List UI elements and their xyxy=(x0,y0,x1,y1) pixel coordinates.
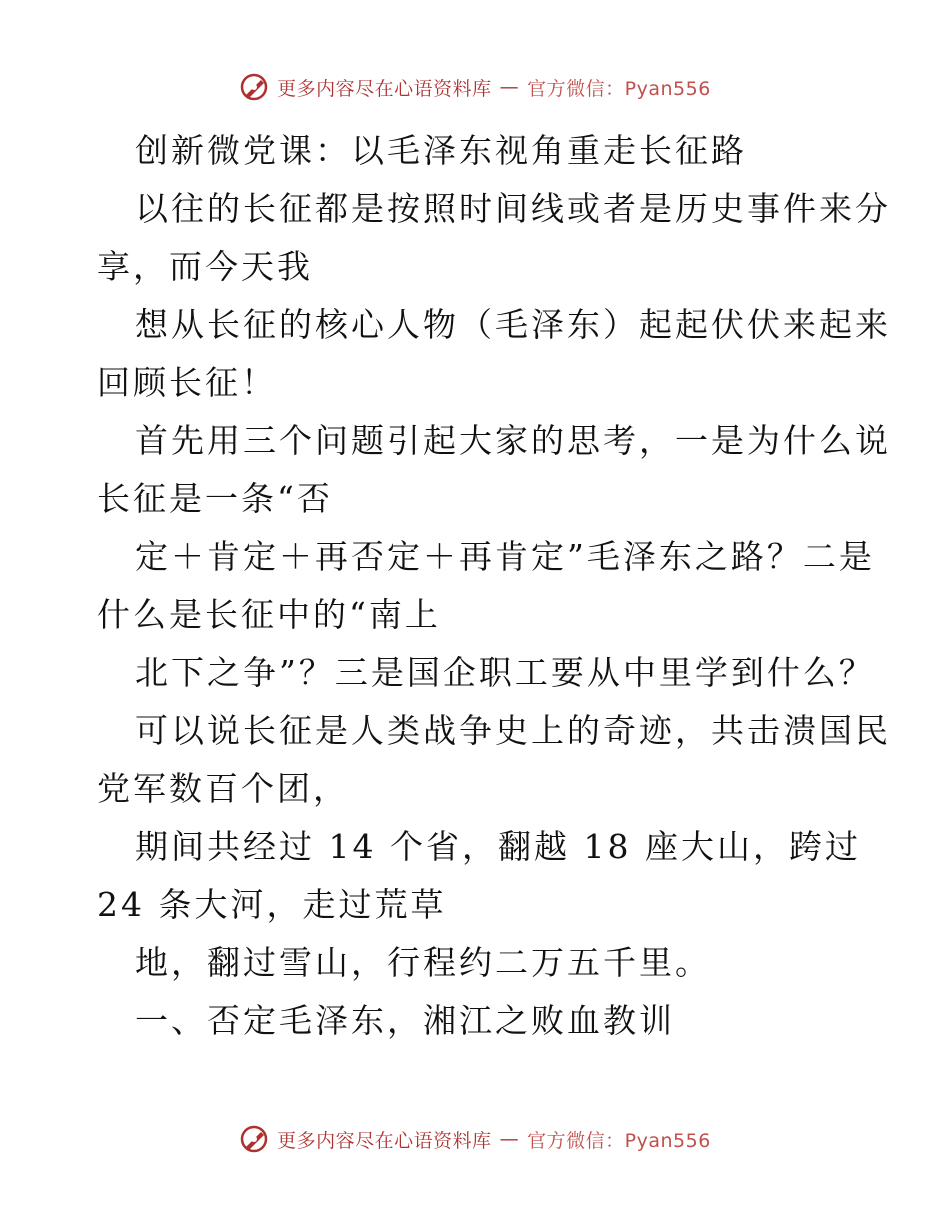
paragraph-line: 长征是一条“否 xyxy=(97,479,333,518)
paragraph-line: 回顾长征！ xyxy=(97,363,277,402)
watermark-text: 更多内容尽在心语资料库 xyxy=(277,77,492,100)
watermark-dash: — xyxy=(499,76,520,98)
paragraph-line: 什么是长征中的“南上 xyxy=(97,595,441,634)
document-title: 创新微党课：以毛泽东视角重走长征路 xyxy=(135,131,747,170)
paragraph-line: 24 条大河，走过荒草 xyxy=(97,885,447,924)
watermark-wechat: 官方微信：Pyan556 xyxy=(527,1129,711,1152)
pen-logo-icon xyxy=(239,72,269,102)
watermark-header xyxy=(0,72,950,102)
watermark-footer xyxy=(0,1124,950,1154)
watermark-dash: — xyxy=(499,1128,520,1150)
watermark-wechat: 官方微信：Pyan556 xyxy=(527,77,711,100)
section-heading: 一、否定毛泽东，湘江之败血教训 xyxy=(135,1001,675,1040)
paragraph-line: 定＋肯定＋再否定＋再肯定”毛泽东之路？二是 xyxy=(135,537,875,576)
paragraph-line: 以往的长征都是按照时间线或者是历史事件来分 xyxy=(135,189,891,228)
paragraph-line: 首先用三个问题引起大家的思考，一是为什么说 xyxy=(135,421,891,460)
document-body xyxy=(97,122,891,1050)
paragraph-line: 北下之争”？三是国企职工要从中里学到什么？ xyxy=(135,653,875,692)
paragraph-line: 期间共经过 14 个省，翻越 18 座大山，跨过 xyxy=(135,827,861,866)
paragraph-line: 享，而今天我 xyxy=(97,247,313,286)
paragraph-line: 想从长征的核心人物（毛泽东）起起伏伏来起来 xyxy=(135,305,891,344)
paragraph-line: 可以说长征是人类战争史上的奇迹，共击溃国民 xyxy=(135,711,891,750)
pen-logo-icon xyxy=(239,1124,269,1154)
paragraph-line: 地，翻过雪山，行程约二万五千里。 xyxy=(135,943,711,982)
watermark-text: 更多内容尽在心语资料库 xyxy=(277,1129,492,1152)
paragraph-line: 党军数百个团， xyxy=(97,769,349,808)
